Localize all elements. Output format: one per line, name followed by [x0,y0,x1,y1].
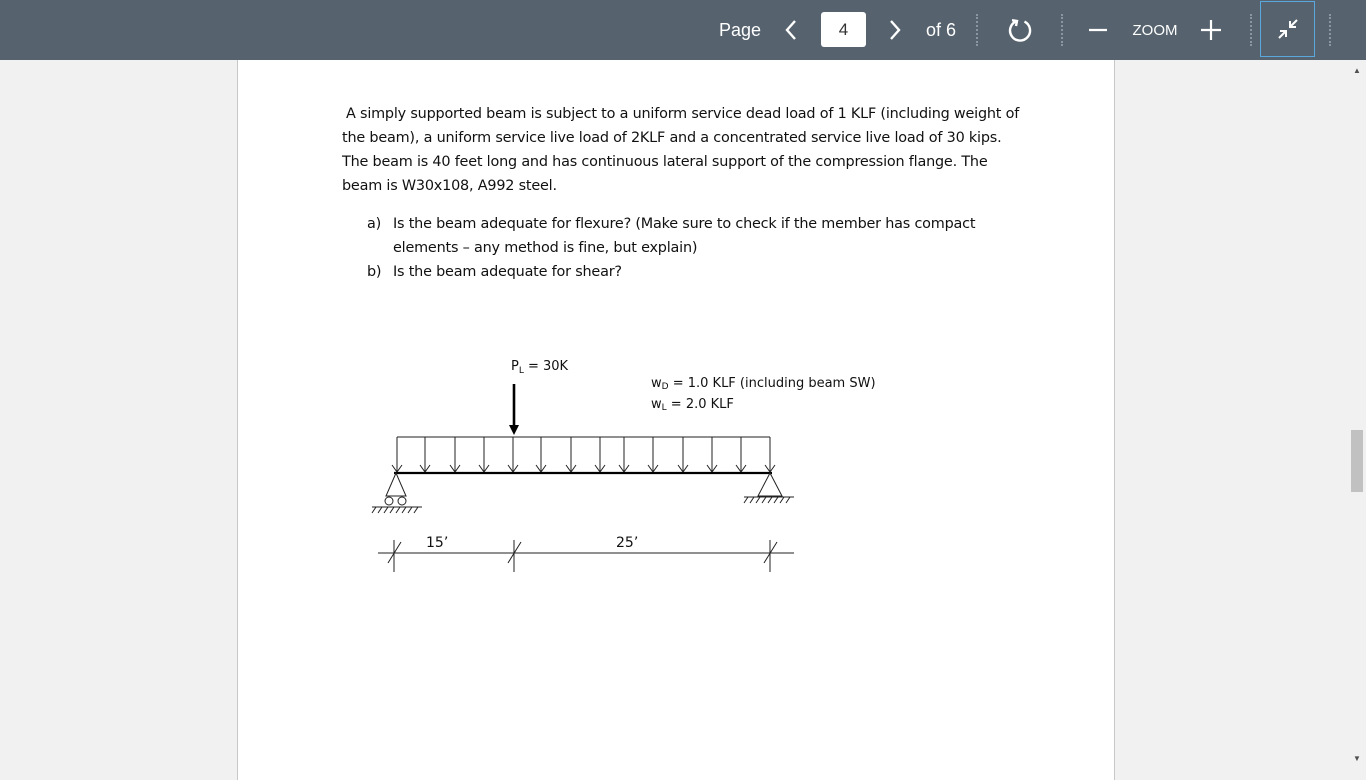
minus-icon [1088,28,1108,32]
question-text: Is the beam adequate for flexure? (Make sure to check if the member has compact [393,216,976,232]
page-count-label: of 6 [925,19,957,40]
roller-support [372,473,422,513]
rotate-reset-icon [1007,17,1033,43]
pdf-page [237,20,1115,780]
statement-line: beam is W30x108, A992 steel. [342,178,557,194]
statement-line: The beam is 40 feet long and has continuous lateral support of the compression flange. The [342,154,988,170]
scroll-up-arrow-icon[interactable]: ▲ [1353,65,1361,75]
vertical-scrollbar[interactable] [1348,60,1366,768]
scrollbar-thumb[interactable] [1351,430,1363,492]
previous-page-button[interactable] [776,0,806,60]
exit-fullscreen-button[interactable] [1260,1,1315,57]
span-label-25ft: 25’ [616,535,639,551]
zoom-out-button[interactable] [1084,0,1112,60]
exit-fullscreen-icon [1276,17,1300,41]
scroll-down-arrow-icon[interactable]: ▼ [1353,753,1361,763]
zoom-in-button[interactable] [1196,0,1226,60]
toolbar-divider [976,14,978,46]
statement-line: A simply supported beam is subject to a uniform service dead load of 1 KLF (including weight of [346,106,1020,122]
point-load-label: $P_L = 30K$ [511,359,569,376]
question-text: elements – any method is fine, but explain) [393,240,698,256]
span-label-15ft: 15’ [426,535,449,551]
chevron-right-icon [888,19,902,41]
distributed-load-arrows [392,437,775,472]
question-marker: b) [367,264,382,280]
point-load-arrow [509,384,519,435]
chevron-left-icon [784,19,798,41]
toolbar-divider [1250,14,1252,46]
document-viewer [0,60,1366,768]
toolbar-divider [1329,14,1331,46]
beam-diagram [238,20,1114,780]
page-label: Page [718,19,762,40]
live-load-label: wL = 2.0 KLF [651,397,734,413]
plus-icon [1200,19,1222,41]
zoom-label: ZOOM [1132,21,1178,39]
question-text: Is the beam adequate for shear? [393,264,622,280]
dead-load-label: wD = 1.0 KLF (including beam SW) [651,376,876,392]
page-number-input[interactable] [821,12,866,47]
pin-support [744,473,794,503]
reset-view-button[interactable] [1003,0,1037,60]
statement-line: the beam), a uniform service live load of 2KLF and a concentrated service live load of 30 kips. [342,130,1002,146]
toolbar-divider [1061,14,1063,46]
next-page-button[interactable] [880,0,910,60]
pdf-toolbar [0,0,1366,60]
question-marker: a) [367,216,382,232]
